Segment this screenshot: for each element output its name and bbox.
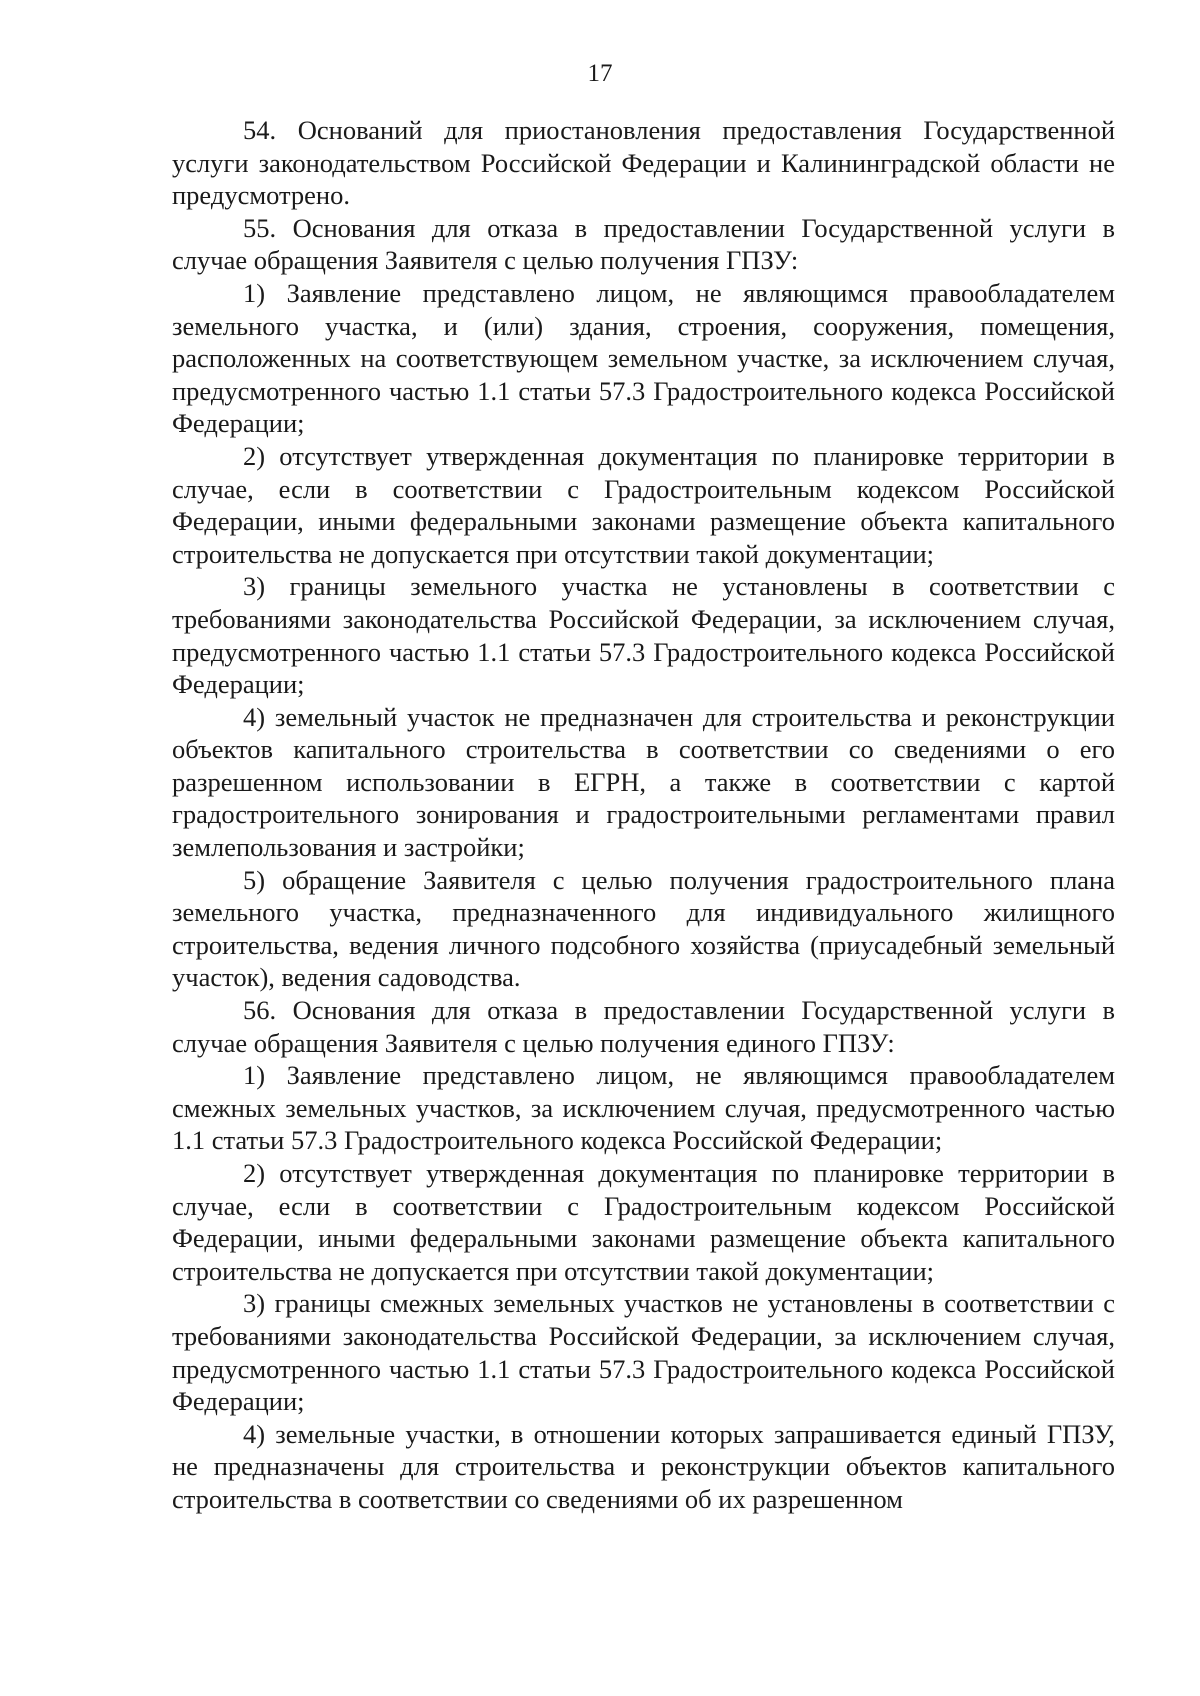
paragraph-55-item-4: 4) земельный участок не предназначен для строительства и реконструкции объектов капитального строительства в соответствии со сведениями о его разрешенном использовании в ЕГРН, а также в соответствии с картой градостроительного зонирования и градостроительными регламентами правил землепользования и застройки; (172, 701, 1115, 863)
paragraph-55-item-3: 3) границы земельного участка не установлены в соответствии с требованиями законодательства Российской Федерации, за исключением случая, предусмотренного частью 1.1 статьи 57.3 Градостроительного кодекса Российской Федерации; (172, 571, 1115, 700)
paragraph-55-item-5: 5) обращение Заявителя с целью получения градостроительного плана земельного участка, предназначенного для индивидуального жилищного строительства, ведения личного подсобного хозяйства (приусадебный земельный участок), ведения садоводства. (172, 864, 1115, 993)
page-number: 17 (587, 60, 613, 87)
paragraph-54: 54. Оснований для приостановления предоставления Государственной услуги законодательством Российской Федерации и Калининградской области не предусмотрено. (172, 115, 1115, 211)
paragraph-56: 56. Основания для отказа в предоставлении Государственной услуги в случае обращения Заявителя с целью получения единого ГПЗУ: (172, 995, 1115, 1058)
paragraph-55-item-2: 2) отсутствует утвержденная документация по планировке территории в случае, если в соответствии с Градостроительным кодексом Российской Федерации, иными федеральными законами размещение объекта капитального строительства не допускается при отсутствии такой документации; (172, 440, 1115, 569)
document-body (172, 114, 1115, 1516)
paragraph-55-item-1: 1) Заявление представлено лицом, не являющимся правообладателем земельного участка, и (или) здания, строения, сооружения, помещения, расположенных на соответствующем земельном участке, за исключением случая, предусмотренного частью 1.1 статьи 57.3 Градостроительного кодекса Российской Федерации; (172, 277, 1115, 439)
paragraph-56-item-4: 4) земельные участки, в отношении которых запрашивается единый ГПЗУ, не предназначены для строительства и реконструкции объектов капитального строительства в соответствии со сведениями об их разрешенном (172, 1418, 1115, 1514)
paragraph-56-item-3: 3) границы смежных земельных участков не установлены в соответствии с требованиями законодательства Российской Федерации, за исключением случая, предусмотренного частью 1.1 статьи 57.3 Градостроительного кодекса Российской Федерации; (172, 1288, 1115, 1417)
paragraph-56-item-2: 2) отсутствует утвержденная документация по планировке территории в случае, если в соответствии с Градостроительным кодексом Российской Федерации, иными федеральными законами размещение объекта капитального строительства не допускается при отсутствии такой документации; (172, 1158, 1115, 1286)
paragraph-56-item-1: 1) Заявление представлено лицом, не являющимся правообладателем смежных земельных участков, за исключением случая, предусмотренного частью 1.1 статьи 57.3 Градостроительного кодекса Российской Федерации; (172, 1060, 1115, 1156)
paragraph-55: 55. Основания для отказа в предоставлении Государственной услуги в случае обращения Заявителя с целью получения ГПЗУ: (172, 212, 1115, 276)
